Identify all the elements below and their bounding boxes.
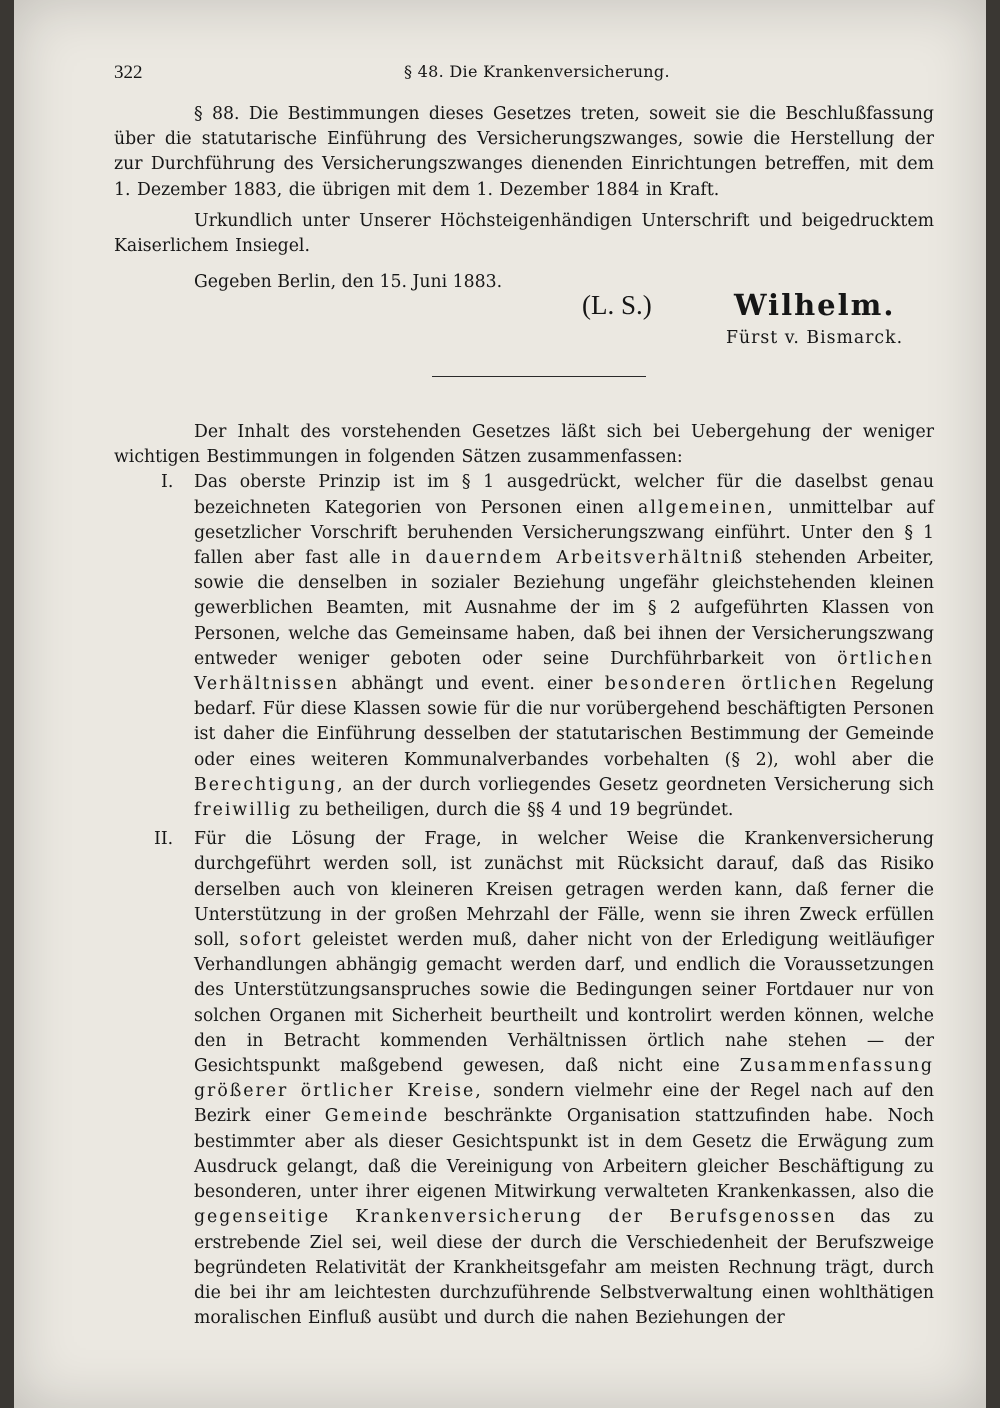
- emphasis: gegenseitige Krankenversicherung der Berufsgenossen: [194, 1207, 837, 1228]
- item-numeral: II.: [154, 829, 174, 850]
- page-number: 322: [114, 62, 143, 83]
- item-1-text: Das oberste Prinzip ist im § 1 ausgedrückt, welcher für die daselbst genau bezeichneten Kategorien von Personen einen allgemeinen, unmittelbar auf gesetzlicher Vorschrift beruhenden Versicherungszwang einführt. Unter den § 1 fallen aber fast alle in dauerndem Arbeitsverhältniß stehenden Arbeiter, sowie die denselben in sozialer Beziehung ungefähr gleichstehenden kleinen gewerblichen Beamten, mit Ausnahme der im § 2 aufgeführten Klassen von Personen, welche das Gemeinsame haben, daß bei ihnen der Versicherungszwang entweder weniger geboten oder seine Durchführbarkeit von örtlichen Verhältnissen abhängt und event. einer besonderen örtlichen Regelung bedarf. Für diese Klassen sowie für die nur vorübergehend beschäftigten Personen ist daher die Einführung desselben der statutarischen Bestimmung der Gemeinde oder eines weiteren Kommunalverbandes vorbehalten (§ 2), wohl aber die Berechtigung, an der durch vorliegendes Gesetz geordneten Versicherung sich freiwillig zu betheiligen, durch die §§ 4 und 19 begründet.: [194, 472, 934, 821]
- emphasis: allgemeinen,: [638, 497, 775, 518]
- emphasis: Zusammenfassung größerer örtlicher Kreise,: [194, 1056, 934, 1102]
- summary-section: [114, 420, 934, 1331]
- item-numeral: I.: [161, 472, 174, 493]
- page-header: [114, 58, 914, 88]
- emphasis: in dauerndem Arbeitsverhältniß: [391, 548, 745, 569]
- summary-intro: Der Inhalt des vorstehenden Gesetzes läßt sich bei Uebergehung der weniger wichtigen Bestimmungen in folgenden Sätzen zusammenfassen:: [114, 422, 934, 468]
- signature-wilhelm: Wilhelm.: [734, 288, 896, 322]
- countersignature: Fürst v. Bismarck.: [726, 328, 904, 348]
- emphasis: örtlichen Verhältnissen: [194, 648, 934, 695]
- summary-item-1: [114, 470, 934, 823]
- running-title: § 48. Die Krankenversicherung.: [404, 62, 670, 81]
- emphasis: sofort: [239, 930, 303, 951]
- emphasis: freiwillig: [194, 800, 293, 821]
- emphasis: Gemeinde: [324, 1106, 430, 1127]
- emphasis: besonderen örtlichen: [604, 674, 839, 695]
- seal-mark: (L. S.): [582, 290, 652, 320]
- document-page: [14, 0, 986, 1408]
- date-place-line: Gegeben Berlin, den 15. Juni 1883.: [194, 272, 503, 292]
- summary-item-2: [114, 827, 934, 1331]
- paragraph-attestation: Urkundlich unter Unserer Höchsteigenhändigen Unterschrift und beigedrucktem Kaiserlichem Insiegel.: [114, 210, 934, 257]
- signature-block: [114, 272, 934, 352]
- emphasis: Berechtigung,: [194, 774, 345, 795]
- section-divider: [432, 376, 646, 377]
- section-88: [114, 102, 934, 259]
- paragraph-88: § 88. Die Bestimmungen dieses Gesetzes treten, soweit sie die Beschlußfassung über die statutarische Einführung des Versicherungszwanges, sowie die Herstellung der zur Durchführung des Versicherungszwanges dienenden Einrichtungen betreffen, mit dem 1. Dezember 1883, die übrigen mit dem 1. Dezember 1884 in Kraft.: [114, 104, 934, 200]
- item-2-text: Für die Lösung der Frage, in welcher Weise die Krankenversicherung durchgeführt werden soll, ist zunächst mit Rücksicht darauf, daß das Risiko derselben auch von kleineren Kreisen getragen werden kann, daß ferner die Unterstützung in der großen Mehrzahl der Fälle, wenn sie ihren Zweck erfüllen soll, sofort geleistet werden muß, daher nicht von der Erledigung weitläufiger Verhandlungen abhängig gemacht werden darf, und endlich die Voraussetzungen des Unterstützungsanspruches sowie die Bedingungen seiner Fortdauer nur von solchen Organen mit Sicherheit beurtheilt und kontrolirt werden können, welche den in Betracht kommenden Verhältnissen örtlich nahe stehen — der Gesichtspunkt maßgebend gewesen, daß nicht eine Zusammenfassung größerer örtlicher Kreise, sondern vielmehr eine der Regel nach auf den Bezirk einer Gemeinde beschränkte Organisation stattzufinden habe. Noch bestimmter aber als dieser Gesichtspunkt ist in dem Gesetz die Erwägung zum Ausdruck gelangt, daß die Vereinigung von Arbeitern gleicher Beschäftigung zu besonderen, unter ihrer eigenen Mitwirkung verwalteten Krankenkassen, also die gegenseitige Krankenversicherung der Berufsgenossen das zu erstrebende Ziel sei, weil diese der durch die Verschiedenheit der Berufszweige begründeten Relativität der Krankheitsgefahr am meisten Rechnung trägt, durch die bei ihr am leichtesten durchzuführende Selbstverwaltung einen wohlthätigen moralischen Einfluß ausübt und durch die nahen Beziehungen der: [194, 829, 935, 1329]
